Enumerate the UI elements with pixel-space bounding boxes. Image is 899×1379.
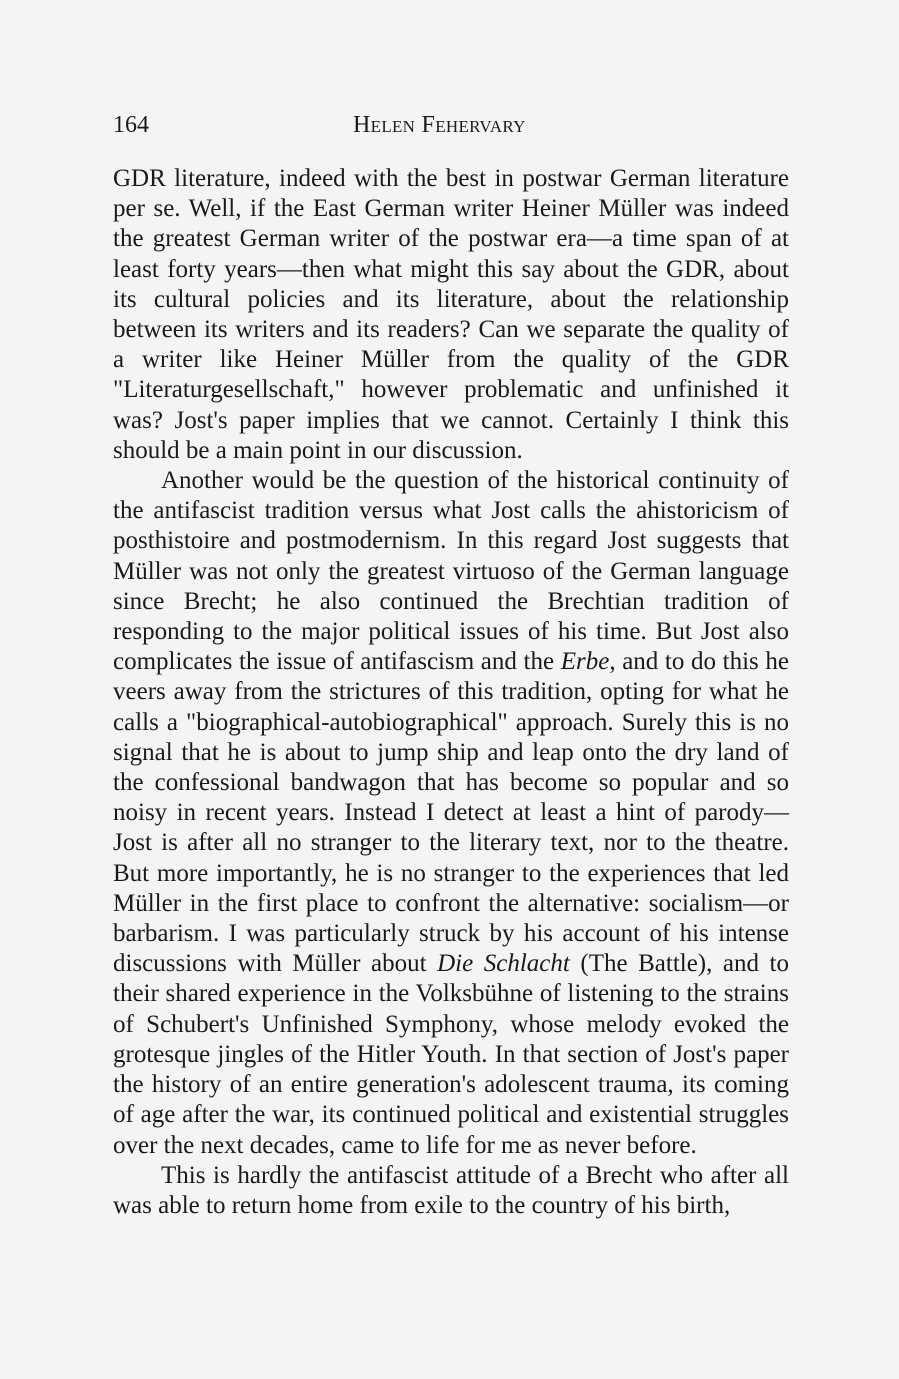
paragraph-continued: GDR literature, indeed with the best in postwar German literature per se. Well, if the East German writer Heiner Müller was indeed the greatest German writer of the postwar era—a time span of at least forty years—then what might this say about the GDR, about its cultural policies and its literature, about the relationship between its writers and its readers? Can we separate the quality of a writer like Heiner Müller from the quality of the GDR "Literaturgesellschaft," however problematic and unfinished it was? Jost's paper implies that we cannot. Certainly I think this should be a main point in our discussion. xyxy=(113,165,789,464)
text-span: Another would be the question of the historical continuity of the antifascist tradition versus what Jost calls the ahistoricism of posthistoire and postmodernism. In this regard Jost suggests that Müller was not only the greatest virtuoso of the German language since Brecht; he also continued the Brechtian tradition of responding to the major political issues of his time. But Jost also complicates the issue of antifascism and the xyxy=(113,467,789,676)
paragraph-another xyxy=(113,466,789,1161)
text-span: (The Battle), and to their shared experience in the Volksbühne of listening to the strains of Schubert's Unfinished Symphony, whose melody evoked the grotesque jingles of the Hitler Youth. In that section of Jost's paper the history of an entire generation's adolescent trauma, its coming of age after the war, its continued political and existential struggles over the next decades, came to life for me as never before. xyxy=(113,950,790,1159)
running-title: Helen Fehervary xyxy=(353,112,526,138)
italic-term-erbe: Erbe xyxy=(560,648,610,676)
page-number: 164 xyxy=(113,112,149,138)
running-head xyxy=(113,108,789,142)
text-span: , and to do this he veers away from the strictures of this tradition, opting for what he calls a "biographical-autobiographical" approach. Surely this is no signal that he is about to jump ship and leap onto the dry land of the confessional bandwagon that has become so popular and so noisy in recent years. Instead I detect at least a hint of parody—Jost is after all no stranger to the literary text, nor to the theatre. But more importantly, he is no stranger to the experiences that led Müller in the first place to confront the alternative: socialism—or barbarism. I was particularly struck by his account of his intense discussions with Müller about xyxy=(113,648,789,978)
italic-title-die-schlacht: Die Schlacht xyxy=(437,950,570,978)
body-text xyxy=(113,164,789,1221)
paragraph-this-is-hardly: This is hardly the antifascist attitude of a Brecht who after all was able to return home from exile to the country of his birth, xyxy=(113,1161,789,1219)
